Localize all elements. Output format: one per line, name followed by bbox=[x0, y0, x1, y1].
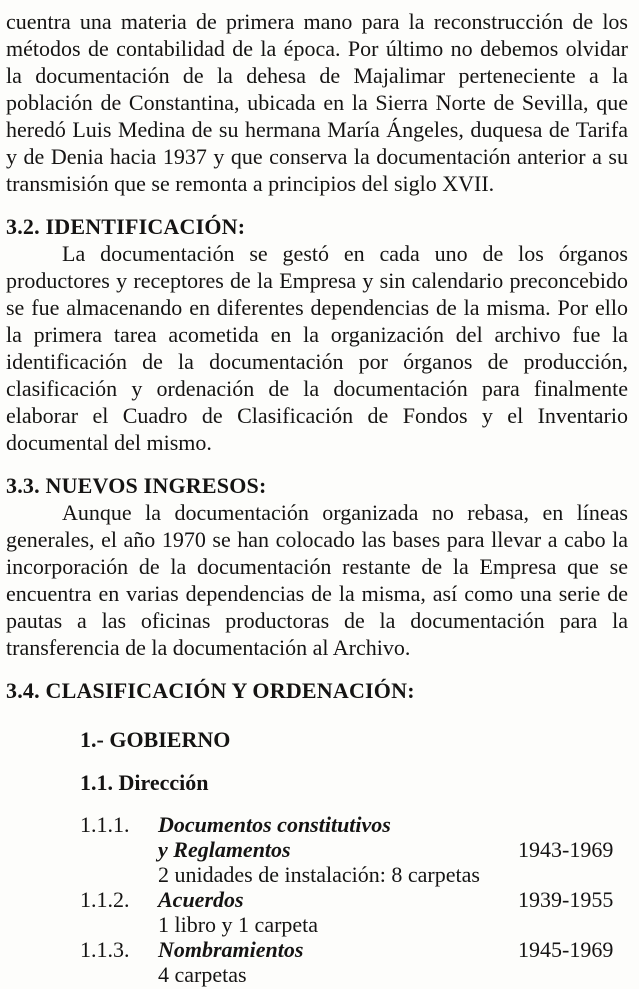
inventory-list bbox=[80, 812, 628, 987]
section-heading-nuevos-ingresos: 3.3. NUEVOS INGRESOS: bbox=[6, 473, 267, 498]
entry-years: 1939-1955 bbox=[518, 887, 614, 912]
entry-title-row bbox=[80, 837, 628, 862]
inventory-entry-1-1-1 bbox=[80, 812, 628, 887]
entry-title-line-1: Nombramientos bbox=[158, 937, 304, 962]
classification-subgroup-direccion: 1.1. Dirección bbox=[80, 770, 209, 795]
intro-paragraph: cuentra una materia de primera mano para la reconstrucción de los métodos de contabilidad de la época. Por último no debemos olvidar la documentación de la dehesa de Majalimar perteneciente a la población de Constantina, ubicada en la Sierra Norte de Sevilla, que heredó Luis Medina de su hermana María Ángeles, duquesa de Tarifa y de Denia hacia 1937 y que conserva la documentación anterior a su transmisión que se remonta a principios del siglo XVII. bbox=[6, 9, 628, 196]
entry-number: 1.1.2. bbox=[80, 887, 130, 912]
classification-group-gobierno: 1.- GOBIERNO bbox=[80, 727, 231, 752]
entry-title-row bbox=[80, 887, 628, 912]
section-body-identificacion: La documentación se gestó en cada uno de los órganos productores y receptores de la Empresa y sin calendario preconcebido se fue almacenando en diferentes dependencias de la misma. Por ello la primera tarea acometida en la organización del archivo fue la identificación de la documentación por órganos de producción, clasificación y ordenación de la documentación para finalmente elaborar el Cuadro de Clasificación de Fondos y el Inventario documental del mismo. bbox=[6, 241, 628, 455]
entry-extent-row bbox=[80, 912, 628, 937]
entry-title-row bbox=[80, 937, 628, 962]
inventory-entry-1-1-2 bbox=[80, 887, 628, 937]
entry-title-line-1: Documentos constitutivos bbox=[158, 812, 391, 837]
section-heading-identificacion: 3.2. IDENTIFICACIÓN: bbox=[6, 214, 246, 239]
entry-extent-row bbox=[80, 962, 628, 987]
entry-years: 1943-1969 bbox=[518, 837, 614, 862]
entry-extent-row bbox=[80, 862, 628, 887]
inventory-entry-1-1-3 bbox=[80, 937, 628, 987]
entry-years: 1945-1969 bbox=[518, 937, 614, 962]
entry-title-line-2: y Reglamentos bbox=[158, 837, 291, 862]
entry-number: 1.1.1. bbox=[80, 812, 130, 837]
section-body-nuevos-ingresos: Aunque la documentación organizada no rebasa, en líneas generales, el año 1970 se han colocado las bases para llevar a cabo la incorporación de la documentación restante de la Empresa que se encuentra en varias dependencias de la misma, así como una serie de pautas a las oficinas productoras de la documentación para la transferencia de la documentación al Archivo. bbox=[6, 500, 628, 660]
entry-extent: 1 libro y 1 carpeta bbox=[158, 912, 319, 937]
entry-extent: 4 carpetas bbox=[158, 962, 247, 987]
section-heading-clasificacion-ordenacion: 3.4. CLASIFICACIÓN Y ORDENACIÓN: bbox=[6, 678, 415, 703]
entry-title-row bbox=[80, 812, 628, 837]
entry-number: 1.1.3. bbox=[80, 937, 130, 962]
entry-title-line-1: Acuerdos bbox=[158, 887, 244, 912]
entry-extent: 2 unidades de instalación: 8 carpetas bbox=[158, 862, 480, 887]
